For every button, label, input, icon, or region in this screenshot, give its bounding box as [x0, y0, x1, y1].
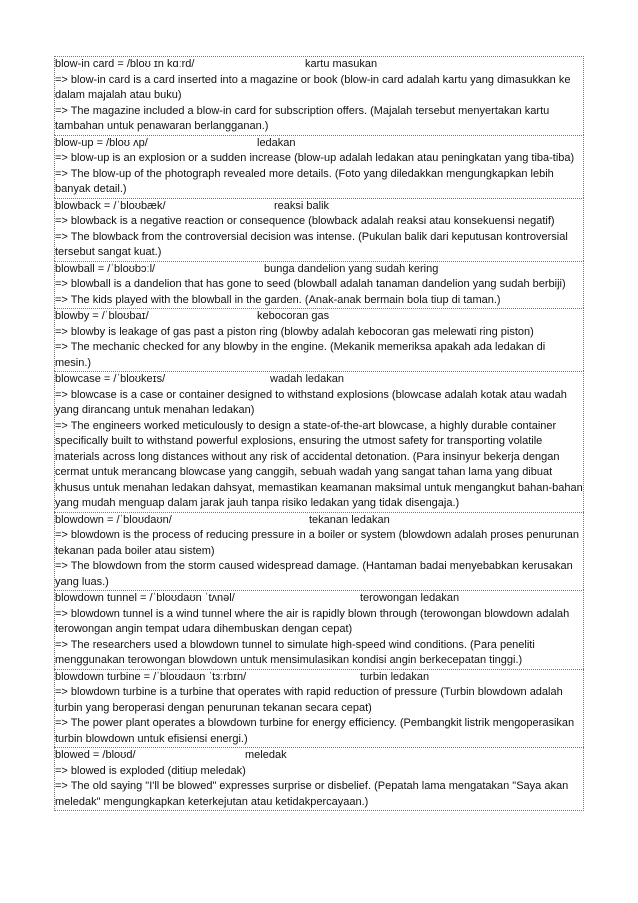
entry-blow-up — [54, 135, 584, 198]
entry-head — [55, 591, 583, 607]
entry-meaning: bunga dandelion yang sudah kering — [264, 262, 439, 275]
entry-term: blowball = /ˈbloʊbɔːl/ — [55, 262, 156, 275]
entry-blowed — [54, 747, 584, 811]
entry-definition: => blowdown tunnel is a wind tunnel where the air is rapidly blown through (terowongan blowdown adalah terowongan angin tempat udara dihembuskan dengan cepat) — [55, 607, 570, 635]
entry-head — [55, 513, 583, 529]
entry-meaning: wadah ledakan — [270, 373, 345, 385]
entry-term: blowdown tunnel = /ˈbloʊdaʊn ˈtʌnəl/ — [55, 592, 235, 604]
entry-example: => The engineers worked meticulously to design a state-of-the-art blowcase, a highly durable container specifically built to withstand powerful explosions, ensuring the utmost safety for transporting volatile materials across long distances without any risk of accidental detonation. (Para insinyur bekerja dengan cermat untuk merancang blowcase yang canggih, sebuah wadah yang sangat tahan lama yang dibuat khusus untuk menahan ledakan dahsyat, memastikan keamanan maksimal untuk mengangkut bahan-bahan yang mudah menguap dalam jarak jauh tanpa risiko ledakan yang tidak disengaja.) — [55, 419, 583, 509]
entry-meaning: kebocoran gas — [257, 310, 330, 322]
entry-term: blowby = /ˈbloʊbaɪ/ — [55, 310, 149, 322]
entry-definition: => blow-in card is a card inserted into a magazine or book (blow-in card adalah kartu yang dimasukkan ke dalam majalah atau buku) — [55, 73, 571, 101]
entry-example: => The blowdown from the storm caused widespread damage. (Hantaman badai menyebabkan kerusakan yang luas.) — [55, 560, 573, 588]
entry-blowcase — [54, 371, 584, 512]
entry-term: blowed = /bloʊd/ — [55, 749, 136, 761]
entry-example: => The blow-up of the photograph revealed more details. (Foto yang diledakkan mengungkapkan lebih banyak detail.) — [55, 167, 554, 195]
entry-example: => The mechanic checked for any blowby in the engine. (Mekanik memeriksa apakah ada ledakan di mesin.) — [55, 341, 546, 369]
entry-blowball — [54, 261, 584, 309]
entry-meaning: tekanan ledakan — [309, 513, 390, 526]
entry-head — [55, 748, 583, 764]
entry-head — [55, 670, 583, 686]
entry-meaning: reaksi balik — [274, 199, 330, 212]
entry-example: => The old saying "I'll be blowed" expresses surprise or disbelief. (Pepatah lama mengatakan "Saya akan meledak" mengungkapkan keterkejutan atau ketidakpercayaan.) — [55, 780, 569, 808]
entry-blowback — [54, 198, 584, 261]
entry-term: blow-up = /bloʊ ʌp/ — [55, 136, 148, 149]
entry-term: blowdown turbine = /ˈbloʊdaʊn ˈtɜːrbɪn/ — [55, 670, 247, 683]
entry-definition: => blowdown turbine is a turbine that operates with rapid reduction of pressure (Turbin blowdown adalah turbin yang beroperasi dengan penurunan tekanan secara cepat) — [55, 686, 563, 714]
entry-definition: => blowcase is a case or container designed to withstand explosions (blowcase adalah kotak atau wadah yang dirancang untuk menahan ledakan) — [55, 388, 567, 416]
entry-blowdown-turbine — [54, 669, 584, 748]
entry-term: blowcase = /ˈbloʊkeɪs/ — [55, 373, 166, 385]
entry-blowby — [54, 308, 584, 371]
entry-meaning: terowongan ledakan — [360, 592, 460, 604]
entry-example: => The magazine included a blow-in card for subscription offers. (Majalah tersebut menyertakan kartu tambahan untuk penawaran berlangganan.) — [55, 104, 550, 132]
entry-term: blowdown = /ˈbloʊdaʊn/ — [55, 513, 172, 526]
entry-meaning: turbin ledakan — [360, 670, 430, 683]
dictionary-page — [54, 56, 584, 811]
entry-meaning: kartu masukan — [305, 58, 378, 70]
entry-blow-in-card — [54, 56, 584, 135]
entry-term: blow-in card = /bloʊ ɪn kɑːrd/ — [55, 58, 195, 70]
entry-example: => The power plant operates a blowdown turbine for energy efficiency. (Pembangkit listrik mengoperasikan turbin blowdown untuk efisiensi energi.) — [55, 717, 575, 745]
entry-head — [55, 262, 583, 278]
entry-head — [55, 136, 583, 152]
entry-example: => The blowback from the controversial decision was intense. (Pukulan balik dari keputusan kontroversial tersebut sangat kuat.) — [55, 230, 568, 258]
entry-meaning: ledakan — [257, 136, 296, 149]
entry-blowdown — [54, 512, 584, 591]
entry-term: blowback = /ˈbloʊbæk/ — [55, 199, 166, 212]
entry-definition: => blow-up is an explosion or a sudden increase (blow-up adalah ledakan atau peningkatan yang tiba-tiba) — [55, 152, 575, 164]
entry-meaning: meledak — [245, 749, 287, 761]
entry-head — [55, 309, 583, 325]
entry-definition: => blowdown is the process of reducing pressure in a boiler or system (blowdown adalah proses penurunan tekanan pada boiler atau sistem) — [55, 529, 580, 557]
entry-blowdown-tunnel — [54, 590, 584, 669]
entry-example: => The researchers used a blowdown tunnel to simulate high-speed wind conditions. (Para peneliti menggunakan terowongan blowdown untuk mensimulasikan kondisi angin berkecepatan tinggi.) — [55, 638, 535, 666]
entry-head — [55, 372, 583, 388]
entry-example: => The kids played with the blowball in the garden. (Anak-anak bermain bola tiup di taman.) — [55, 293, 501, 306]
entry-definition: => blowball is a dandelion that has gone to seed (blowball adalah tanaman dandelion yang sudah berbiji) — [55, 278, 566, 290]
entry-definition: => blowby is leakage of gas past a piston ring (blowby adalah kebocoran gas melewati ring piston) — [55, 325, 534, 338]
entry-definition: => blowback is a negative reaction or consequence (blowback adalah reaksi atau konsekuensi negatif) — [55, 215, 555, 227]
entry-head — [55, 199, 583, 215]
entry-definition: => blowed is exploded (ditiup meledak) — [55, 764, 246, 777]
entry-head — [55, 57, 583, 73]
